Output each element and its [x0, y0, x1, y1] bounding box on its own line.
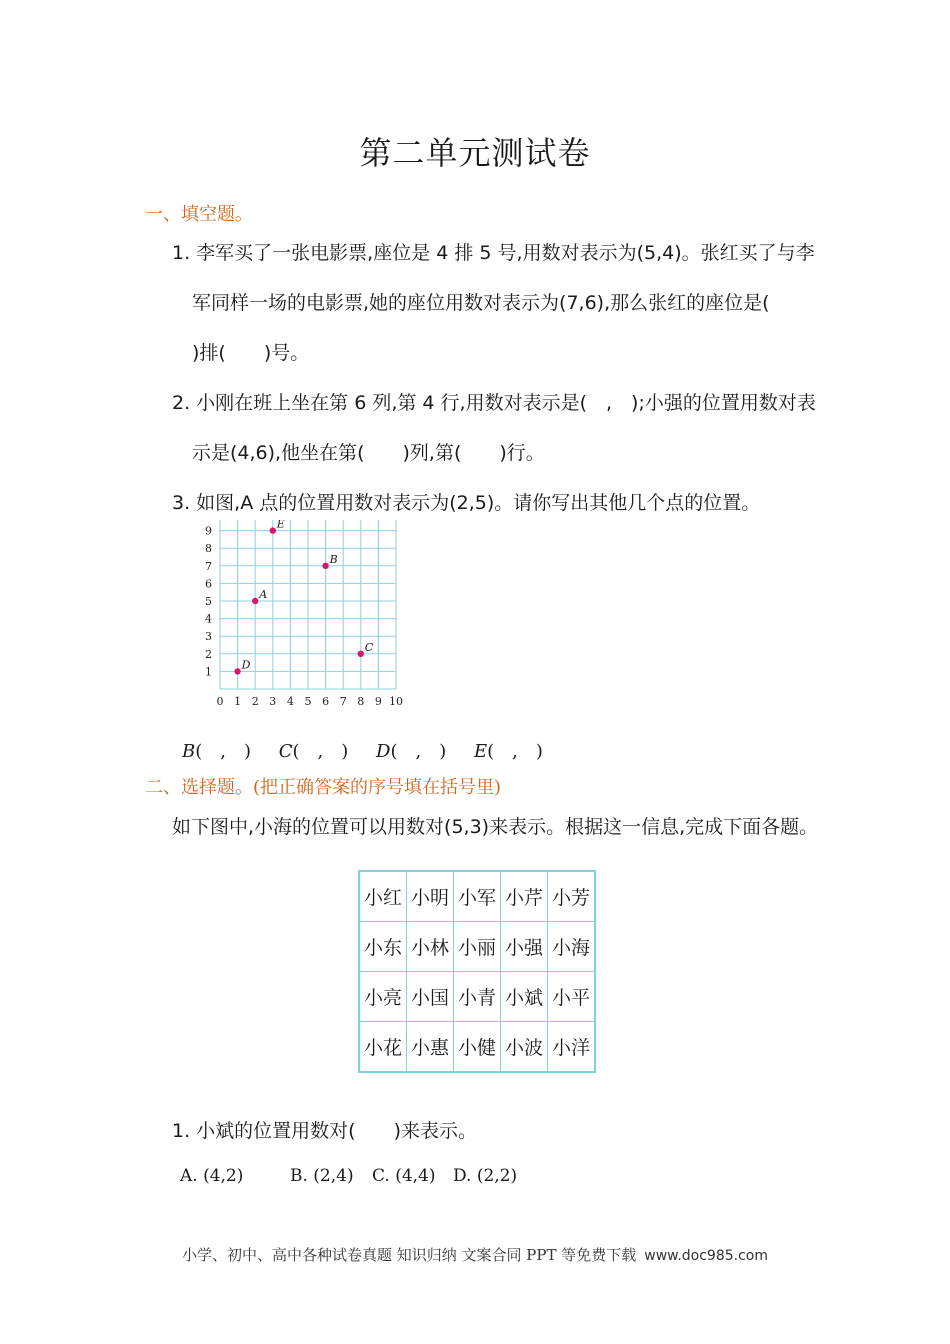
section-1-heading: 一、填空题。	[145, 204, 253, 225]
point-label-c: C	[364, 640, 374, 654]
seat-cell: 小洋	[548, 1022, 596, 1073]
x-tick-label: 2	[251, 695, 259, 708]
y-tick-label: 4	[205, 612, 212, 626]
point-label-e: E	[276, 520, 285, 531]
y-tick-label: 5	[205, 595, 212, 608]
seat-cell: 小红	[359, 871, 407, 922]
seat-cell: 小芹	[501, 871, 548, 922]
option-c: C. (4,4)	[372, 1166, 436, 1186]
section-2-heading: 二、选择题。(把正确答案的序号填在括号里)	[145, 777, 502, 798]
q1-line-3: )排( )号。	[192, 342, 310, 364]
footer	[0, 1244, 950, 1265]
y-tick-label: 6	[205, 577, 212, 591]
answer-c: C( , )	[278, 741, 349, 762]
point-b	[322, 563, 328, 569]
seat-cell: 小海	[548, 922, 596, 972]
table-row	[359, 972, 595, 1022]
answer-b: B( , )	[182, 741, 252, 762]
answer-e: E( , )	[474, 741, 543, 762]
seat-table	[358, 870, 596, 1073]
x-tick-label: 8	[357, 695, 365, 708]
option-b: B. (2,4)	[290, 1166, 354, 1186]
seat-cell: 小斌	[501, 972, 548, 1022]
y-tick-label: 7	[205, 559, 212, 573]
x-tick-label: 6	[322, 695, 330, 708]
seat-cell: 小花	[359, 1022, 407, 1073]
y-tick-label: 8	[205, 542, 212, 556]
footer-text: 小学、初中、高中各种试卷真题 知识归纳 文案合同 PPT 等免费下载	[181, 1246, 637, 1264]
seat-cell: 小东	[359, 922, 407, 972]
q3-line-1: 3. 如图,A 点的位置用数对表示为(2,5)。请你写出其他几个点的位置。	[172, 492, 761, 514]
y-tick-label: 3	[205, 630, 212, 644]
point-label-d: D	[241, 658, 251, 672]
x-tick-label: 4	[286, 695, 294, 708]
point-a	[252, 598, 258, 604]
table-row	[359, 871, 595, 922]
x-tick-label: 1	[234, 695, 242, 708]
seat-cell: 小芳	[548, 871, 596, 922]
option-a: A. (4,2)	[180, 1166, 244, 1186]
option-d: D. (2,2)	[453, 1166, 518, 1186]
seat-cell: 小丽	[454, 922, 501, 972]
q1-line-2: 军同样一场的电影票,她的座位用数对表示为(7,6),那么张红的座位是(	[192, 292, 770, 314]
x-tick-label: 9	[374, 695, 382, 708]
table-row	[359, 922, 595, 972]
answer-d: D( , )	[376, 741, 447, 762]
seat-cell: 小惠	[407, 1022, 454, 1073]
x-tick-label: 0	[216, 695, 224, 708]
q2-line-1: 2. 小刚在班上坐在第 6 列,第 4 行,用数对表示是( , );小强的位置用数对表	[172, 392, 816, 414]
section-2-intro: 如下图中,小海的位置可以用数对(5,3)来表示。根据这一信息,完成下面各题。	[172, 816, 819, 838]
q2-line-2: 示是(4,6),他坐在第( )列,第( )行。	[192, 442, 545, 464]
point-label-a: A	[259, 588, 268, 601]
point-c	[358, 651, 364, 657]
seat-cell: 小平	[548, 972, 596, 1022]
seat-cell: 小健	[454, 1022, 501, 1073]
seat-cell: 小强	[501, 922, 548, 972]
seat-cell: 小明	[407, 871, 454, 922]
x-tick-label: 3	[269, 695, 277, 708]
seat-cell: 小国	[407, 972, 454, 1022]
x-tick-label: 5	[304, 695, 312, 708]
seat-cell: 小军	[454, 871, 501, 922]
y-tick-label: 1	[205, 665, 212, 679]
q1-line-1: 1. 李军买了一张电影票,座位是 4 排 5 号,用数对表示为(5,4)。张红买了与李	[172, 242, 815, 264]
table-row	[359, 1022, 595, 1073]
point-label-b: B	[329, 552, 338, 566]
seat-cell: 小青	[454, 972, 501, 1022]
coordinate-grid-chart	[190, 520, 420, 715]
point-e	[270, 527, 276, 533]
answer-row	[182, 737, 543, 763]
x-tick-label: 10	[389, 695, 403, 708]
section-2-q1: 1. 小斌的位置用数对( )来表示。	[172, 1120, 477, 1142]
point-d	[234, 668, 240, 674]
y-tick-label: 2	[205, 647, 212, 661]
seat-cell: 小波	[501, 1022, 548, 1073]
y-tick-label: 9	[205, 524, 212, 538]
seat-cell: 小林	[407, 922, 454, 972]
x-tick-label: 7	[339, 695, 347, 708]
seat-cell: 小亮	[359, 972, 407, 1022]
page-title: 第二单元测试卷	[359, 134, 591, 172]
footer-site: www.doc985.com	[644, 1248, 768, 1264]
